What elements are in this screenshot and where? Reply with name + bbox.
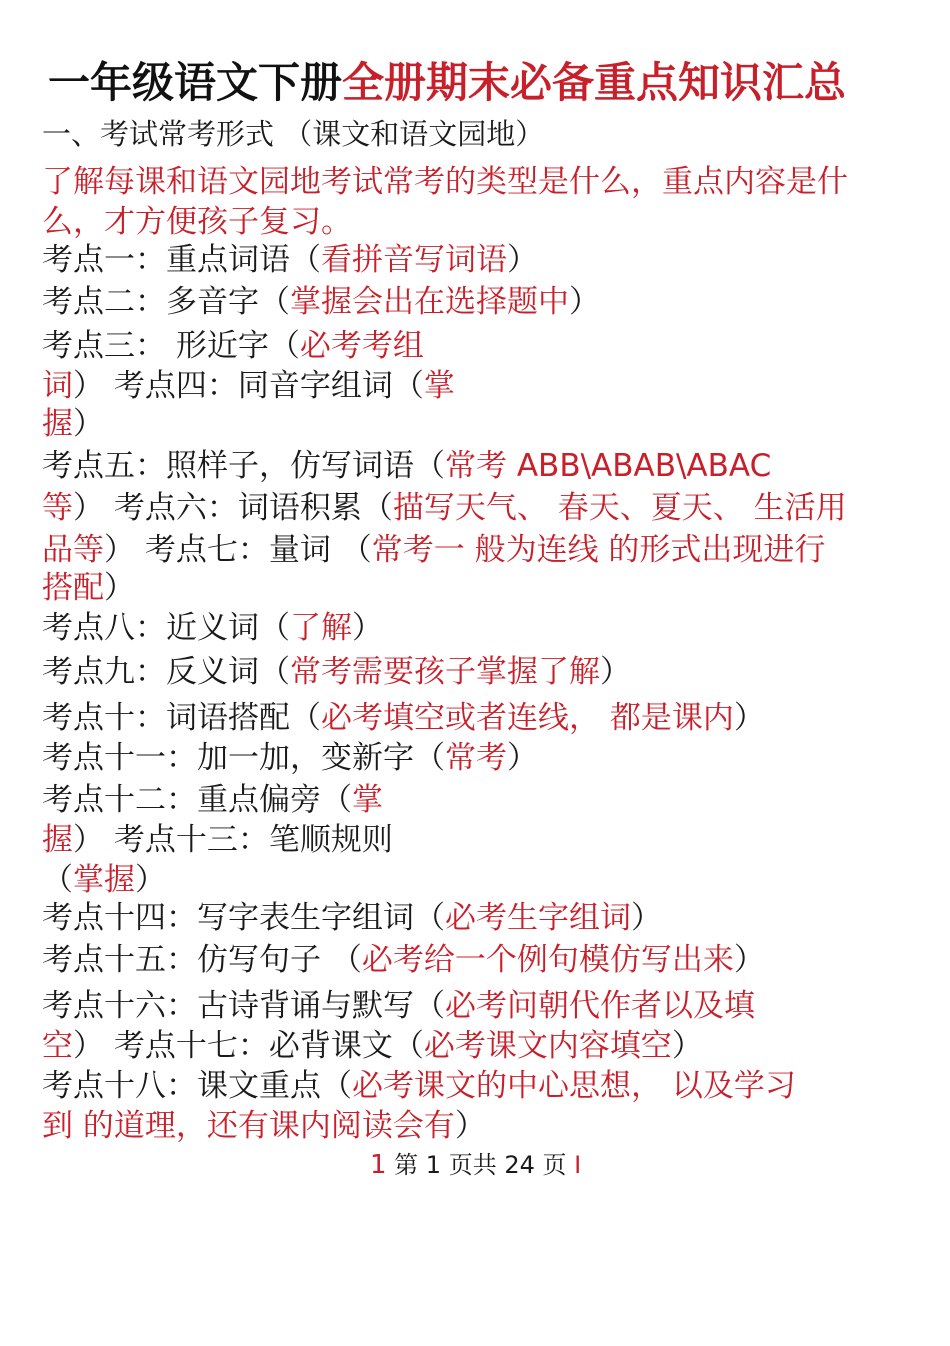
intro-line-2: 么，才方便孩子复习。 — [42, 204, 352, 240]
point-18: 考点十八：课文重点（必考课文的中心思想， 以及学习 — [42, 1068, 796, 1104]
point-4: 词） 考点四：同音字组词（掌 — [42, 368, 455, 404]
page-title — [48, 58, 846, 108]
point-1: 考点一：重点词语（看拼音写词语） — [42, 242, 538, 278]
point-18-cont: 到 的道理，还有课内阅读会有） — [42, 1108, 486, 1144]
point-13-cont: （掌握） — [42, 862, 166, 898]
point-7: 品等） 考点七：量词 （常考一 般为连线 的形式出现进行 — [42, 532, 826, 568]
point-11: 考点十一：加一加，变新字（常考） — [42, 740, 538, 776]
point-13: 握） 考点十三：笔顺规则 — [42, 822, 393, 858]
point-17: 空） 考点十七：必背课文（必考课文内容填空） — [42, 1028, 703, 1064]
title-part2: 全册期末必备重点知识汇总 — [342, 58, 847, 107]
point-12: 考点十二：重点偏旁（掌 — [42, 782, 383, 818]
point-16: 考点十六：古诗背诵与默写（必考问朝代作者以及填 — [42, 988, 755, 1024]
point-15: 考点十五：仿写句子 （必考给一个例句模仿写出来） — [42, 942, 765, 978]
point-3: 考点三： 形近字（必考考组 — [42, 328, 424, 364]
point-4-cont: 握） — [42, 406, 104, 442]
intro-line-1: 了解每课和语文园地考试常考的类型是什么，重点内容是什 — [42, 164, 848, 200]
point-10: 考点十：词语搭配（必考填空或者连线， 都是课内） — [42, 700, 765, 736]
point-8: 考点八：近义词（了解） — [42, 610, 383, 646]
point-5: 考点五：照样子，仿写词语（常考 ABB\ABAB\ABAC — [42, 448, 772, 484]
section-heading: 一、考试常考形式 （课文和语文园地） — [42, 117, 545, 151]
title-part1: 一年级语文下册 — [48, 58, 343, 107]
point-6: 等） 考点六：词语积累（描写天气、 春天、夏天、 生活用 — [42, 490, 847, 526]
point-2: 考点二：多音字（掌握会出在选择题中） — [42, 284, 600, 320]
point-14: 考点十四：写字表生字组词（必考生字组词） — [42, 900, 662, 936]
point-7-cont: 搭配） — [42, 570, 135, 606]
point-9: 考点九：反义词（常考需要孩子掌握了解） — [42, 654, 631, 690]
page-footer: 1 第 1 页共 24 页 I — [370, 1150, 582, 1180]
